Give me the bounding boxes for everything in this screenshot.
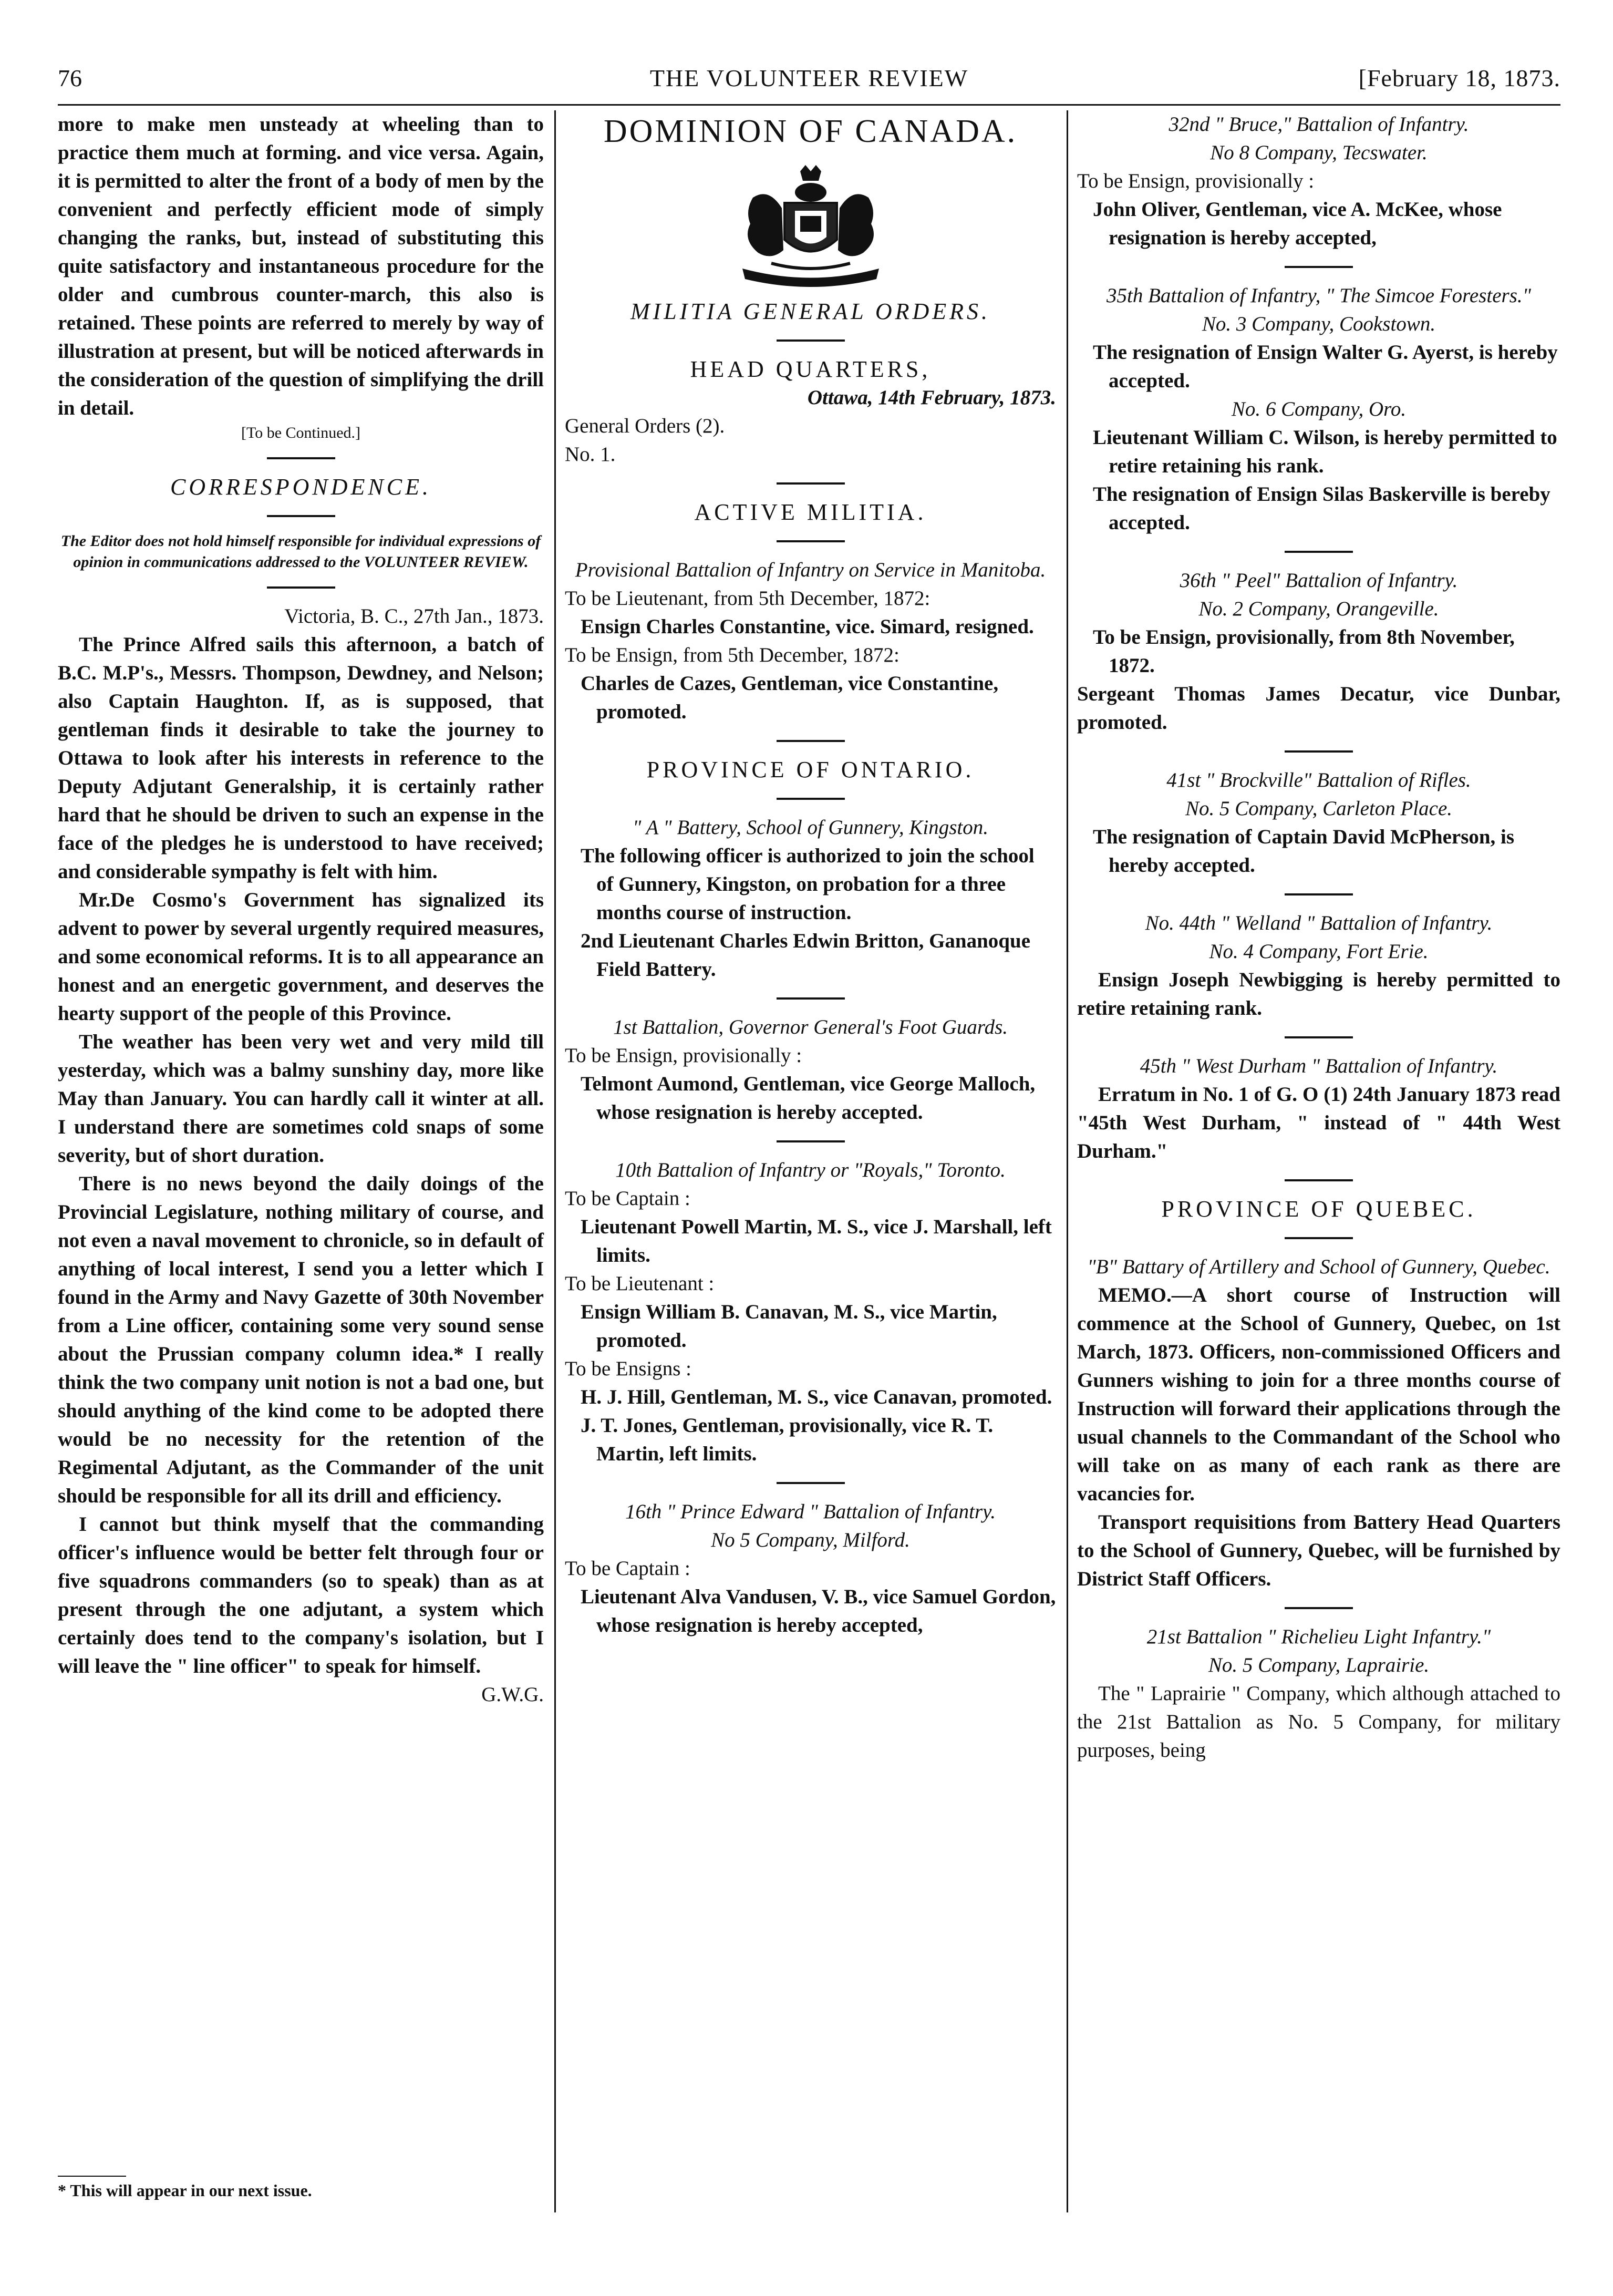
order-appointment: H. J. Hill, Gentleman, M. S., vice Canavan, promoted.: [581, 1386, 1052, 1408]
order-appointment: Telmont Aumond, Gentleman, vice George Malloch, whose resignation is hereby accepted.: [581, 1073, 1036, 1124]
to-be-continued: [To be Continued.]: [241, 424, 361, 441]
company-heading: No 8 Company, Tecswater.: [1210, 141, 1428, 164]
letter-paragraph: The weather has been very wet and very mild till yesterday, which was a balmy sunshiny day, more like May than January. You can hardly call it winter at all. I understand there are sometimes cold snaps of some severity, but of short duration.: [58, 1031, 544, 1167]
divider: [777, 1482, 845, 1484]
divider: [267, 515, 335, 517]
unit-heading: "B" Battary of Artillery and School of Gunnery, Quebec.: [1087, 1255, 1550, 1278]
company-heading: No. 3 Company, Cookstown.: [1202, 313, 1436, 335]
order-line: To be Ensign, provisionally :: [1077, 170, 1315, 192]
order-line: To be Ensign, provisionally :: [565, 1044, 802, 1067]
order-line: To be Captain :: [565, 1557, 690, 1580]
unit-heading: 21st Battalion " Richelieu Light Infantry.": [1146, 1625, 1491, 1648]
unit-heading: " A " Battery, School of Gunnery, Kingston.: [633, 816, 988, 839]
unit-heading: 45th " West Durham " Battalion of Infantry.: [1140, 1055, 1498, 1077]
letter-dateline: Victoria, B. C., 27th Jan., 1873.: [284, 605, 544, 627]
unit-heading: 36th " Peel" Battalion of Infantry.: [1180, 569, 1458, 592]
company-heading: No. 4 Company, Fort Erie.: [1209, 940, 1429, 963]
erratum-text: Erratum in No. 1 of G. O (1) 24th January 1873 read "45th West Durham, " instead of " 44th West Durham.": [1077, 1083, 1560, 1162]
order-appointment: Charles de Cazes, Gentleman, vice Constantine, promoted.: [581, 672, 999, 723]
letter-paragraph: I cannot but think myself that the commanding officer's influence would be better felt through four or five squadrons commanders (so to speak) than as at present through the one adjutant, a system which certainly does tend to the company's isolation, but I will leave the " line officer" to speak for himself.: [58, 1513, 544, 1677]
company-heading: No 5 Company, Milford.: [711, 1529, 910, 1551]
order-appointment: The resignation of Ensign Silas Baskerville is bereby accepted.: [1093, 483, 1550, 534]
order-line: To be Captain :: [565, 1187, 690, 1210]
order-line: To be Ensigns :: [565, 1357, 692, 1380]
order-text: The following officer is authorized to join the school of Gunnery, Kingston, on probation for a three months course of instruction.: [581, 845, 1035, 924]
militia-general-orders: MILITIA GENERAL ORDERS.: [630, 298, 991, 324]
unit-heading: Provisional Battalion of Infantry on Service in Manitoba.: [575, 559, 1046, 581]
header-rule: [58, 104, 1560, 106]
order-line: To be Lieutenant :: [565, 1272, 715, 1295]
order-appointment: Ensign Charles Constantine, vice. Simard, resigned.: [581, 615, 1034, 638]
order-appointment: Lieutenant Powell Martin, M. S., vice J. Marshall, left limits.: [581, 1216, 1052, 1267]
divider: [1285, 1237, 1353, 1239]
column-rule-2: [1067, 110, 1068, 2212]
column-3: [1077, 110, 1560, 1765]
unit-heading: 35th Battalion of Infantry, " The Simcoe Foresters.": [1107, 284, 1531, 307]
order-line: To be Ensign, from 5th December, 1872:: [565, 644, 899, 666]
hq-date: Ottawa, 14th February, 1873.: [807, 386, 1056, 409]
letter-paragraph: Mr.De Cosmo's Government has signalized its advent to power by several urgently required measures, and some economical reforms. It is to all appearance an honest and an energetic government, and deserves the hearty support of the people of this Province.: [58, 889, 544, 1025]
unit-heading: 16th " Prince Edward " Battalion of Infantry.: [625, 1500, 996, 1523]
order-appointment: J. T. Jones, Gentleman, provisionally, vice R. T. Martin, left limits.: [581, 1414, 994, 1465]
order-appointment: The resignation of Ensign Walter G. Ayerst, is hereby accepted.: [1093, 341, 1558, 392]
divider: [1285, 551, 1353, 553]
editor-disclaimer: The Editor does not hold himself responsible for individual expressions of opinion in communications addressed to the VOLUNTEER REVIEW.: [60, 532, 541, 571]
divider: [777, 740, 845, 742]
order-number: No. 1.: [565, 443, 616, 466]
article-continuation: more to make men unsteady at wheeling than to practice them much at forming. and vice versa. Again, it is permitted to alter the front of a body of men by the convenient and perfectly efficient mode of simply changing the ranks, but, instead of substituting this quite satisfactory and instantaneous procedure for the older and cumbrous counter-march, this also is retained. These points are referred to merely by way of illustration at present, but will be noticed afterwards in the consideration of the question of simplifying the drill in detail.: [58, 113, 544, 419]
memo-text: MEMO.—A short course of Instruction will commence at the School of Gunnery, Quebec, on 1st March, 1873. Officers, non-commissioned Officers and Gunners wishing to join for a three months course of Instruction will forward their applications through the usual channels to the Commandant of the School who will take on as many of each rank as there are vacancies for.: [1077, 1284, 1560, 1505]
column-1: [58, 110, 544, 1709]
company-heading: No. 2 Company, Orangeville.: [1198, 598, 1439, 620]
divider: [1285, 750, 1353, 753]
order-appointment: To be Ensign, provisionally, from 8th November, 1872.: [1093, 626, 1515, 677]
divider: [777, 798, 845, 800]
column-rule-1: [554, 110, 556, 2212]
unit-heading: 41st " Brockville" Battalion of Rifles.: [1166, 769, 1471, 791]
divider: [1285, 266, 1353, 268]
section-province-quebec: PROVINCE OF QUEBEC.: [1161, 1196, 1476, 1222]
company-heading: No. 5 Company, Carleton Place.: [1185, 797, 1453, 820]
order-appointment: Lieutenant William C. Wilson, is hereby permitted to retire retaining his rank.: [1093, 426, 1557, 477]
order-appointment: Sergeant Thomas James Decatur, vice Dunbar, promoted.: [1077, 683, 1560, 734]
order-appointment: Lieutenant Alva Vandusen, V. B., vice Samuel Gordon, whose resignation is hereby accepted,: [581, 1585, 1056, 1636]
divider: [777, 1140, 845, 1142]
issue-date: [February 18, 1873.: [1358, 65, 1560, 91]
divider: [1285, 1036, 1353, 1038]
divider: [1285, 1607, 1353, 1609]
royal-coat-of-arms-icon: [721, 161, 900, 287]
unit-heading: 1st Battalion, Governor General's Foot Guards.: [613, 1016, 1008, 1038]
order-appointment: John Oliver, Gentleman, vice A. McKee, whose resignation is hereby accepted,: [1093, 198, 1502, 249]
footnote: * This will appear in our next issue.: [58, 2176, 544, 2200]
order-appointment: Ensign Joseph Newbigging is hereby permitted to retire retaining rank.: [1077, 969, 1560, 1020]
unit-heading: No. 44th " Welland " Battalion of Infantry.: [1145, 912, 1493, 934]
head-quarters: HEAD QUARTERS,: [690, 356, 931, 382]
order-appointment: Ensign William B. Canavan, M. S., vice Martin, promoted.: [581, 1301, 997, 1352]
order-appointment: 2nd Lieutenant Charles Edwin Britton, Gananoque Field Battery.: [581, 930, 1031, 981]
letter-paragraph: There is no news beyond the daily doings of the Provincial Legislature, nothing military of course, and not even a naval movement to chronicle, so in default of anything of local interest, I send you a letter which I found in the Army and Navy Gazette of 30th November from a Line officer, containing some very sound sense about the Prussian company column idea.* I really think the two company unit notion is not a bad one, but should anything of the kind come to be adopted there would be no necessity for the retention of the Regimental Adjutant, as the Commander of the unit should be responsible for all its drill and efficiency.: [58, 1172, 544, 1507]
memo-text: Transport requisitions from Battery Head Quarters to the School of Gunnery, Quebec, will be furnished by District Staff Officers.: [1077, 1511, 1560, 1590]
section-active-militia: ACTIVE MILITIA.: [694, 499, 927, 525]
divider: [777, 482, 845, 485]
company-heading: No. 5 Company, Laprairie.: [1208, 1654, 1430, 1676]
masthead-dominion: DOMINION OF CANADA.: [603, 114, 1018, 149]
page-header: [58, 59, 1560, 101]
column-2: [565, 110, 1056, 1640]
divider: [1285, 1179, 1353, 1181]
letter-signature: G.W.G.: [481, 1683, 544, 1706]
divider: [777, 540, 845, 542]
publication-title: THE VOLUNTEER REVIEW: [649, 65, 969, 91]
unit-heading: 10th Battalion of Infantry or "Royals," Toronto.: [615, 1159, 1006, 1181]
article-paragraph: The " Laprairie " Company, which although attached to the 21st Battalion as No. 5 Company, for military purposes, being: [1077, 1682, 1560, 1762]
divider: [267, 457, 335, 459]
letter-paragraph: The Prince Alfred sails this afternoon, a batch of B.C. M.P's., Messrs. Thompson, Dewdney, and Nelson; also Captain Haughton. If, as is supposed, that gentleman finds it desirable to take the journey to Ottawa to look after his interests in reference to the Deputy Adjutant Generalship, it is certainly rather hard that he should be driven to such an expense in the face of the pledges he is understood to have received; and considerable sympathy is felt with him.: [58, 633, 544, 883]
page-number: 76: [58, 65, 82, 91]
divider: [777, 997, 845, 1000]
section-correspondence: CORRESPONDENCE.: [170, 474, 431, 500]
divider: [267, 586, 335, 589]
divider: [777, 339, 845, 342]
order-appointment: The resignation of Captain David McPherson, is hereby accepted.: [1093, 826, 1515, 877]
unit-heading: 32nd " Bruce," Battalion of Infantry.: [1169, 113, 1469, 136]
company-heading: No. 6 Company, Oro.: [1231, 398, 1407, 420]
divider: [1285, 893, 1353, 895]
order-line: To be Lieutenant, from 5th December, 1872:: [565, 587, 930, 610]
general-orders-label: General Orders (2).: [565, 415, 725, 437]
section-province-ontario: PROVINCE OF ONTARIO.: [646, 757, 975, 783]
